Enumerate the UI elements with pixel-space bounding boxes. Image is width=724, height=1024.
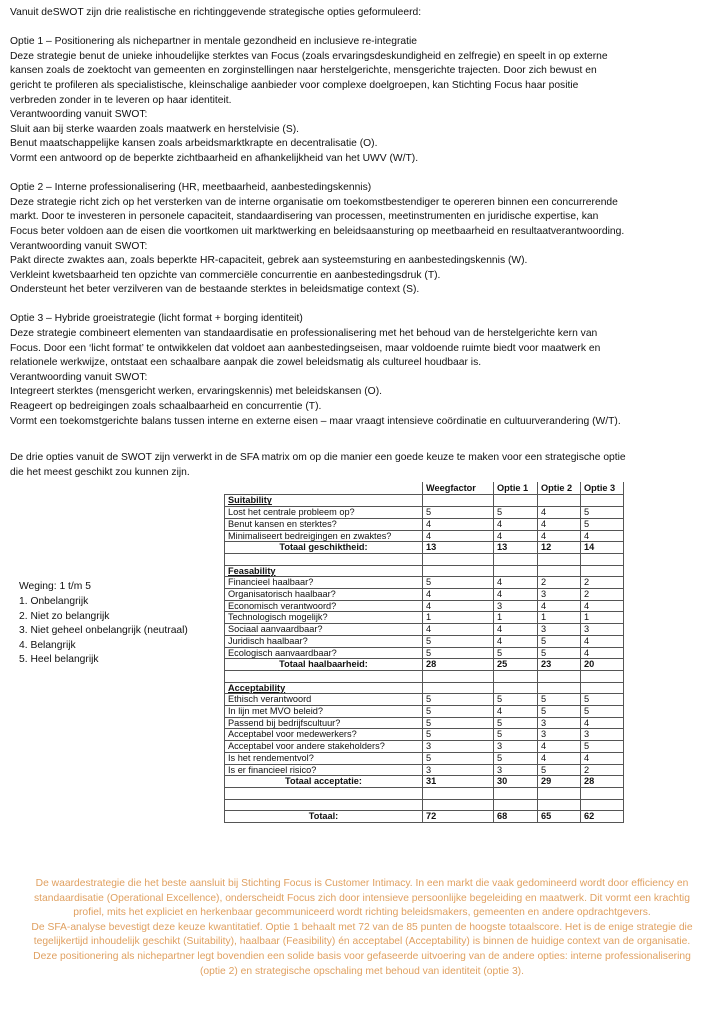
score-cell: 4 [581, 635, 624, 647]
section-total-row [225, 659, 624, 671]
conclusion-text [24, 877, 700, 979]
weging-item: 5. Heel belangrijk [19, 654, 99, 666]
total-cell: 28 [581, 776, 624, 788]
header-cell: Optie 3 [581, 482, 624, 495]
score-cell: 4 [581, 600, 624, 612]
score-cell: 5 [494, 729, 538, 741]
justification-line: Pakt directe zwaktes aan, zoals beperkte HR-capaciteit, gebrek aan systeemsturing en aanbestedingskennis (W). [10, 255, 528, 267]
table-row [225, 530, 624, 542]
total-label: Totaal acceptatie: [225, 776, 423, 788]
score-cell: 5 [581, 694, 624, 706]
score-cell: 4 [538, 600, 581, 612]
table-row [225, 624, 624, 636]
score-cell: 4 [538, 518, 581, 530]
weging-item: 2. Niet zo belangrijk [19, 610, 110, 622]
option-description-line: relationele werkwijze, ontstaat een schaalbare aanpak die zowel beleidsmatig als cultureel houdbaar is. [10, 357, 482, 369]
criterion-cell: Ecologisch aanvaardbaar? [225, 647, 423, 659]
section-total-row [225, 542, 624, 554]
header-cell: Optie 2 [538, 482, 581, 495]
weight-cell: 5 [423, 694, 494, 706]
score-cell: 5 [538, 647, 581, 659]
score-cell: 2 [581, 764, 624, 776]
sfa-section [10, 480, 714, 835]
score-cell: 3 [581, 624, 624, 636]
total-cell: 31 [423, 776, 494, 788]
score-cell: 4 [581, 717, 624, 729]
table-row [225, 741, 624, 753]
score-cell: 3 [538, 589, 581, 601]
weight-cell: 5 [423, 647, 494, 659]
spacer-row [225, 799, 624, 811]
weight-cell: 5 [423, 729, 494, 741]
justification-title: Verantwoording vanuit SWOT: [10, 240, 148, 252]
weight-cell: 3 [423, 764, 494, 776]
score-cell: 4 [538, 741, 581, 753]
weging-item: 4. Belangrijk [19, 639, 76, 651]
score-cell: 5 [538, 635, 581, 647]
score-cell: 4 [538, 752, 581, 764]
score-cell: 4 [494, 518, 538, 530]
option-1 [10, 35, 714, 166]
justification-line: Benut maatschappelijke kansen zoals arbeidsmarktkrapte en decentralisatie (O). [10, 138, 378, 150]
score-cell: 1 [581, 612, 624, 624]
total-cell: 28 [423, 659, 494, 671]
criterion-cell: Is er financieel risico? [225, 764, 423, 776]
weight-cell: 5 [423, 717, 494, 729]
justification-line: Ondersteunt het beter verzilveren van de bestaande sterktes in beleidsmatige context (S). [10, 284, 420, 296]
score-cell: 4 [494, 624, 538, 636]
option-description-line: markt. Door te investeren in personele capaciteit, standaardisering van processen, meetinstrumenten en juridische expertise, kan [10, 211, 599, 223]
option-description-line: Focus. Door een ‘licht format’ te ontwikkelen dat voldoet aan aanbestedingseisen, maar voldoende ruimte biedt voor maatwerk en [10, 342, 601, 354]
option-title: Optie 3 – Hybride groeistrategie (licht format + borging identiteit) [10, 313, 303, 325]
table-row [225, 507, 624, 519]
justification-line: Vormt een antwoord op de beperkte zichtbaarheid en afhankelijkheid van het UWV (W/T). [10, 152, 419, 164]
justification-line: Sluit aan bij sterke waarden zoals maatwerk en herstelvisie (S). [10, 123, 300, 135]
criterion-cell: Acceptabel voor medewerkers? [225, 729, 423, 741]
section-title: Feasability [225, 565, 423, 577]
criterion-cell: Acceptabel voor andere stakeholders? [225, 741, 423, 753]
section-header-row [225, 495, 624, 507]
score-cell: 4 [494, 706, 538, 718]
table-row [225, 706, 624, 718]
grand-total-cell: 65 [538, 811, 581, 823]
criterion-cell: Technologisch mogelijk? [225, 612, 423, 624]
justification-line: Vormt een toekomstgerichte balans tussen interne en externe eisen – maar vraagt intensieve coördinatie en cultuurverandering (W/T). [10, 415, 621, 427]
table-row [225, 635, 624, 647]
weight-cell: 5 [423, 752, 494, 764]
weging-item: 3. Niet geheel onbelangrijk (neutraal) [19, 625, 188, 637]
total-cell: 29 [538, 776, 581, 788]
justification-line: Reageert op bedreigingen zoals schaalbaarheid en concurrentie (T). [10, 401, 322, 413]
score-cell: 5 [494, 507, 538, 519]
option-description-line: kansen zoals de zoektocht van gemeenten en zorginstellingen naar herstelgerichte, mensgerichte trajecten. Door zich bewust en [10, 65, 597, 77]
weight-cell: 4 [423, 589, 494, 601]
total-cell: 23 [538, 659, 581, 671]
score-cell: 3 [494, 600, 538, 612]
score-cell: 2 [538, 577, 581, 589]
criterion-cell: Sociaal aanvaardbaar? [225, 624, 423, 636]
score-cell: 4 [581, 752, 624, 764]
option-description-line: Deze strategie combineert elementen van standaardisatie en professionalisering met het behoud van de herstelgerichte kern van [10, 328, 598, 340]
score-cell: 5 [581, 706, 624, 718]
criterion-cell: Benut kansen en sterktes? [225, 518, 423, 530]
score-cell: 2 [581, 589, 624, 601]
criterion-cell: Organisatorisch haalbaar? [225, 589, 423, 601]
score-cell: 4 [581, 530, 624, 542]
score-cell: 3 [494, 741, 538, 753]
sfa-intro-line: die het meest geschikt zou kunnen zijn. [10, 466, 190, 478]
score-cell: 5 [581, 741, 624, 753]
total-label: Totaal haalbaarheid: [225, 659, 423, 671]
weging-legend [19, 580, 188, 668]
table-row [225, 600, 624, 612]
weight-cell: 5 [423, 706, 494, 718]
option-title: Optie 2 – Interne professionalisering (HR, meetbaarheid, aanbestedingskennis) [10, 182, 372, 194]
grand-total-cell: 72 [423, 811, 494, 823]
grand-total-label: Totaal: [225, 811, 423, 823]
section-header-row [225, 682, 624, 694]
score-cell: 4 [581, 647, 624, 659]
score-cell: 3 [581, 729, 624, 741]
score-cell: 5 [494, 694, 538, 706]
option-description-line: Deze strategie richt zich op het versterken van de interne organisatie om toekomstbestendiger te opereren binnen een concurrerende [10, 196, 618, 208]
table-row [225, 577, 624, 589]
score-cell: 5 [494, 647, 538, 659]
score-cell: 4 [494, 589, 538, 601]
spacer-row [225, 670, 624, 682]
criterion-cell: Financieel haalbaar? [225, 577, 423, 589]
weight-cell: 4 [423, 518, 494, 530]
sfa-intro-line: De drie opties vanuit de SWOT zijn verwerkt in de SFA matrix om op die manier een goede keuze te maken voor een strategische optie [10, 452, 626, 464]
weging-item: 1. Onbelangrijk [19, 596, 89, 607]
section-header-row [225, 565, 624, 577]
justification-line: Integreert sterktes (mensgericht werken, ervaringskennis) met beleidskansen (O). [10, 386, 382, 398]
score-cell: 5 [494, 717, 538, 729]
total-label: Totaal geschiktheid: [225, 542, 423, 554]
score-cell: 1 [538, 612, 581, 624]
header-cell: Weegfactor [423, 482, 494, 495]
score-cell: 2 [581, 577, 624, 589]
weight-cell: 4 [423, 530, 494, 542]
weight-cell: 5 [423, 507, 494, 519]
option-description-line: Deze strategie benut de unieke inhoudelijke sterktes van Focus (zoals ervaringsdeskundigheid en zelfregie) en speelt in op externe [10, 50, 608, 62]
weight-cell: 1 [423, 612, 494, 624]
conclusion-paragraph: De waardestrategie die het beste aansluit bij Stichting Focus is Customer Intimacy. In een markt die vaak gedomineerd wordt door efficiency en standaardisatie (Operational Excellence), onderscheidt Focus zich door intensieve persoonlijke begeleiding en maatwerk. Dit vormt een krachtig profiel, mits het expliciet en herkenbaar gecommuniceerd wordt richting beleidsmakers, gemeenten en andere opdrachtgevers. [34, 878, 690, 919]
score-cell: 1 [494, 612, 538, 624]
score-cell: 3 [538, 729, 581, 741]
grand-total-cell: 62 [581, 811, 624, 823]
criterion-cell: In lijn met MVO beleid? [225, 706, 423, 718]
option-description-line: Focus beter voldoen aan de eisen die voortkomen uit marktwerking en beleidsaansturing op meetbaarheid en resultaatverantwoording. [10, 225, 625, 237]
total-cell: 13 [423, 542, 494, 554]
spacer-row [225, 553, 624, 565]
weight-cell: 5 [423, 635, 494, 647]
score-cell: 3 [538, 717, 581, 729]
header-cell: Optie 1 [494, 482, 538, 495]
table-row [225, 752, 624, 764]
score-cell: 5 [538, 764, 581, 776]
total-cell: 25 [494, 659, 538, 671]
table-row [225, 518, 624, 530]
table-row [225, 764, 624, 776]
justification-title: Verantwoording vanuit SWOT: [10, 371, 148, 383]
total-cell: 30 [494, 776, 538, 788]
score-cell: 4 [494, 635, 538, 647]
section-title: Suitability [225, 495, 423, 507]
table-row [225, 729, 624, 741]
table-row [225, 612, 624, 624]
criterion-cell: Economisch verantwoord? [225, 600, 423, 612]
section-total-row [225, 776, 624, 788]
table-header-row [225, 482, 624, 495]
criterion-cell: Lost het centrale probleem op? [225, 507, 423, 519]
score-cell: 5 [494, 752, 538, 764]
grand-total-row [225, 811, 624, 823]
score-cell: 4 [494, 530, 538, 542]
score-cell: 5 [538, 694, 581, 706]
total-cell: 14 [581, 542, 624, 554]
justification-title: Verantwoording vanuit SWOT: [10, 109, 148, 121]
score-cell: 3 [494, 764, 538, 776]
option-description-line: gericht te profileren als specialistische, kleinschalige aanbieder voor complexe doelgroepen, kan Stichting Focus haar positie [10, 79, 579, 91]
score-cell: 3 [538, 624, 581, 636]
score-cell: 4 [494, 577, 538, 589]
criterion-cell: Ethisch verantwoord [225, 694, 423, 706]
total-cell: 20 [581, 659, 624, 671]
section-title: Acceptability [225, 682, 423, 694]
table-row [225, 647, 624, 659]
criterion-cell: Minimaliseert bedreigingen en zwaktes? [225, 530, 423, 542]
total-cell: 13 [494, 542, 538, 554]
spacer-row [225, 787, 624, 799]
grand-total-cell: 68 [494, 811, 538, 823]
option-description-line: verbreden zonder in te leveren op haar identiteit. [10, 94, 232, 106]
criterion-cell: Passend bij bedrijfscultuur? [225, 717, 423, 729]
criterion-cell: Juridisch haalbaar? [225, 635, 423, 647]
weight-cell: 4 [423, 600, 494, 612]
header-cell [225, 482, 423, 495]
option-title: Optie 1 – Positionering als nichepartner in mentale gezondheid en inclusieve re-integratie [10, 36, 417, 48]
score-cell: 5 [538, 706, 581, 718]
weging-title: Weging: 1 t/m 5 [19, 581, 91, 593]
total-cell: 12 [538, 542, 581, 554]
score-cell: 4 [538, 530, 581, 542]
document-page [10, 6, 714, 835]
table-row [225, 589, 624, 601]
weight-cell: 5 [423, 577, 494, 589]
criterion-cell: Is het rendementvol? [225, 752, 423, 764]
conclusion-paragraph: De SFA-analyse bevestigt deze keuze kwantitatief. Optie 1 behaalt met 72 van de 85 punten de hoogste totaalscore. Het is de enige strategie die tegelijkertijd inhoudelijk geschikt (Suitability), haalbaar (Feasibility) én acceptabel (Acceptability) is binnen de huidige context van de organisatie. Deze positionering als nichepartner legt bovendien een solide basis voor gefaseerde uitvoering van de andere opties: interne professionalisering (optie 2) en strategische opschaling met behoud van identiteit (optie 3). [31, 921, 693, 977]
option-3 [10, 312, 714, 429]
score-cell: 5 [581, 518, 624, 530]
weight-cell: 4 [423, 624, 494, 636]
weight-cell: 3 [423, 741, 494, 753]
table-row [225, 694, 624, 706]
sfa-matrix-table [224, 482, 624, 823]
score-cell: 5 [581, 507, 624, 519]
intro-text: Vanuit deSWOT zijn drie realistische en richtinggevende strategische opties geformuleerd: [10, 7, 422, 18]
table-row [225, 717, 624, 729]
justification-line: Verkleint kwetsbaarheid ten opzichte van commerciële concurrentie en aanbestedingsdruk (T). [10, 269, 441, 281]
option-2 [10, 181, 714, 298]
score-cell: 4 [538, 507, 581, 519]
